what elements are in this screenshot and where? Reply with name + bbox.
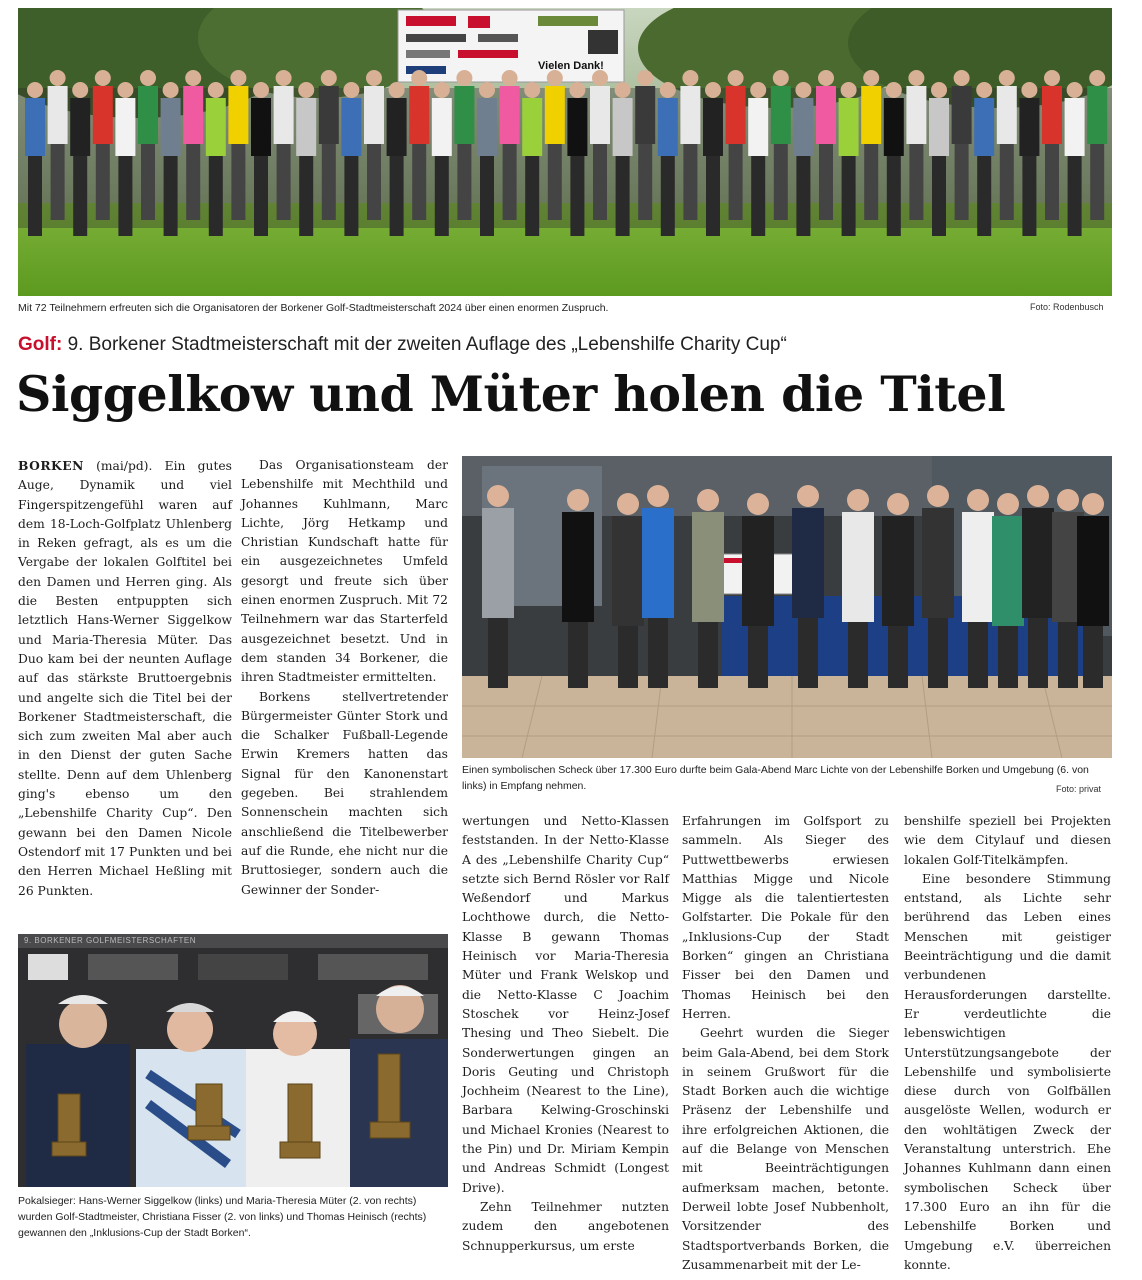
middle-photo-caption: Einen symbolischen Scheck über 17.300 Euro durfte beim Gala-Abend Marc Lichte von der Lebenshilfe Borken und Umgebung (6. von links) in Empfang nehmen. [462, 764, 1089, 792]
bottom-photo-caption: Pokalsieger: Hans-Werner Siggelkow (links) und Maria-Theresia Müter (2. von rechts) wurden Golf-Stadtmeister, Christiana Fisser (2. von links) und Thomas Heinisch (rechts) gewannen den „Inklusions-Cup der Stadt Borken“. [18, 1195, 427, 1239]
headline: Siggelkow und Müter holen die Titel [16, 365, 1006, 423]
top-photo-caption: Mit 72 Teilnehmern erfreuten sich die Organisatoren der Borkener Golf-Stadtmeisterschaft 2024 über einen enormen Zuspruch. [18, 302, 609, 314]
middle-photo-credit: Foto: privat [1056, 784, 1102, 794]
trophy-photo-banner: 9. BORKENER GOLFMEISTERSCHAFTEN [24, 936, 196, 945]
group-photo [18, 8, 1112, 296]
article-column-3 [462, 812, 669, 1256]
sponsor-board-text: Vielen Dank! [538, 60, 604, 72]
col4-paragraph-1: Erfahrungen im Golfsport zu sammeln. Als Sieger des Puttwettbewerbs erwiesen Matthias Migge und Nicole Migge als die talentiertesten Golfstarter. Die Pokale für den „Inklusions-Cup der Stadt Borken“ gingen an Christiana Fisser bei den Damen und Thomas Heinisch bei den Herren. [682, 814, 889, 1021]
col2-paragraph-2: Borkens stellvertretender Bürgermeister Günter Stork und die Schalker Fußball-Legende Erwin Kremers hatten das Signal für den Kanonenstart gegeben. Bei strahlendem Sonnenschein machten sich anschließend die Titelbewerber auf die Runde, ehe nicht nur die Bruttosieger, sondern auch die Gewinner der Sonder- [241, 689, 448, 897]
article-column-4 [682, 812, 889, 1275]
col3-paragraph-2: Zehn Teilnehmer nutzten zudem den angebotenen Schnupperkursus, um erste [462, 1199, 669, 1253]
col5-paragraph-1: benshilfe speziell bei Projekten wie dem Citylauf und diesen lokalen Golf-Titelkämpfen. [904, 814, 1111, 867]
dateline: BORKEN [18, 458, 84, 473]
article-column-5 [904, 812, 1111, 1275]
kicker-text: 9. Borkener Stadtmeisterschaft mit der zweiten Auflage des „Lebenshilfe Charity Cup“ [67, 334, 787, 355]
col5-paragraph-2: Eine besondere Stimmung entstand, als Lichte sehr berührend das Leben eines Menschen mit geistiger Beeinträchtigung und die damit verbundenen Herausforderungen darstellte. Er verdeutlichte die lebenswichtigen Unterstützungsangebote der Lebenshilfe und symbolisierte diese durch von Golfbällen ausgelöste Wellen, wodurch er den wohltätigen Zweck der Veranstaltung unterstrich. Ehe Johannes Kuhlmann dann einen symbolischen Scheck über 17.300 Euro an ihn für die Lebenshilfe Borken und Umgebung e.V. überreichen konnte. [904, 871, 1111, 1272]
col3-paragraph-1: wertungen und Netto-Klassen feststanden. In der Netto-Klasse A des „Lebenshilfe Charity Cup“ setzte sich Bernd Rösler vor Ralf Weßendorf und Markus Lochthowe durch, die Netto-Klasse B gewann Thomas Heinisch vor Maria-Theresia Müter und Frank Welskop und die Netto-Klasse C Joachim Stoschek vor Heinz-Josef Thesing und Theo Siebelt. Die Sonderwertungen gingen an Doris Geuting und Christoph Jochheim (Nearest to the Line), Barbara Kelwing-Groschinski und Michael Kronies (Nearest to the Pin) und Dr. Miriam Kempin und Andreas Schmidt (Longest Drive). [462, 814, 669, 1195]
check-presentation-photo [462, 456, 1112, 758]
col2-paragraph-1: Das Organisationsteam der Lebenshilfe mit Mechthild und Johannes Kuhlmann, Marc Lichte, Jörg Hetkamp und Christian Kundschaft hatte für ein ausgezeichnetes Umfeld gesorgt und freute sich über einen enormen Zuspruch. Mit 72 Teilnehmern war das Starterfeld ausgezeichnet besetzt. Und in dem standen 34 Borkener, die ihren Stadtmeister ermittelten. [241, 458, 448, 685]
trophy-winners-photo [18, 934, 448, 1187]
article-column-2 [241, 456, 448, 900]
top-photo-credit: Foto: Rodenbusch [1030, 302, 1104, 312]
kicker-topic: Golf: [18, 334, 63, 355]
article-column-1 [18, 456, 232, 901]
col4-paragraph-2: Geehrt wurden die Sieger beim Gala-Abend, bei dem Stork in seinem Grußwort für die Stadt Borken auch die wichtige Präsenz der Lebenshilfe und ihre erfolgreichen Aktionen, die auf die Belange von Menschen mit Beeinträchtigungen aufmerksam machen, betonte. Derweil lobte Josef Nubbenholt, Vorsitzender des Stadtsportverbands Borken, die Zusammenarbeit mit der Le- [682, 1026, 889, 1272]
kicker [18, 334, 787, 356]
col1-text: (mai/pd). Ein gutes Auge, Dynamik und viel Fingerspitzengefühl waren auf dem 18-Loch-Golfplatz Uhlenberg in Reken gefragt, als es um die Vergabe der lokalen Golftitel bei den Damen und Herren ging. Als die Besten entpuppten sich letztlich Hans-Werner Siggelkow und Maria-Theresia Müter. Das Duo kam bei der neunten Auflage auf das stärkste Bruttoergebnis und angelte sich die Titel bei der Borkener Stadtmeisterschaft, die sich zum zweiten Mal aber auch in den Dienst der guten Sache stellte. Denn auf dem Uhlenberg ging's ebenso um den „Lebenshilfe Charity Cup“. Den gewann bei den Damen Nicole Ostendorf mit 17 Punkten und bei den Herren Michael Heßling mit 26 Punkten. [18, 459, 232, 898]
